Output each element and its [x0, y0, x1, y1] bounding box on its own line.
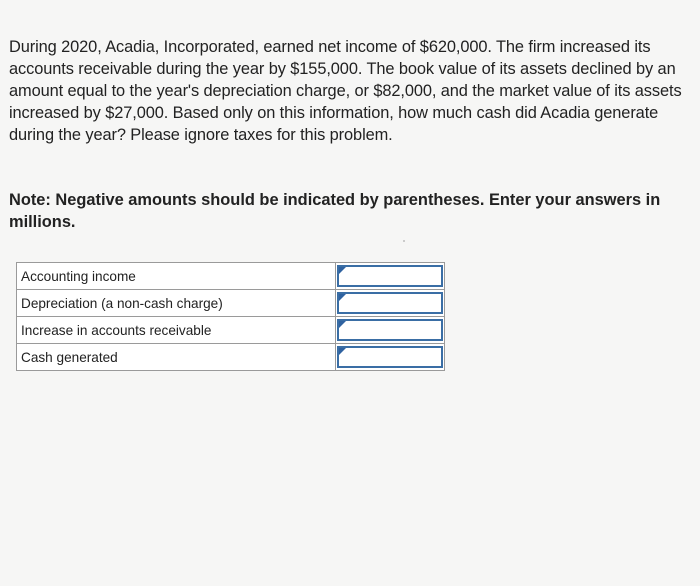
- note-text: Note: Negative amounts should be indicated by parentheses. Enter your answers in millions.: [9, 191, 661, 231]
- table-row: [17, 344, 445, 371]
- row-label-depreciation: Depreciation (a non-cash charge): [17, 290, 336, 317]
- input-marker-icon: [339, 267, 346, 274]
- depreciation-input[interactable]: [337, 292, 443, 314]
- cash-generated-input[interactable]: [337, 346, 443, 368]
- answer-cell: [336, 317, 445, 344]
- answer-cell: [336, 290, 445, 317]
- table-row: [17, 317, 445, 344]
- question-text: During 2020, Acadia, Incorporated, earned net income of $620,000. The firm increased its accounts receivable during the year by $155,000. The book value of its assets declined by an amount equal to the year's depreciation charge, or $82,000, and the market value of its assets increased by $27,000. Based only on this information, how much cash did Acadia generate during the year? Please ignore taxes for this problem.: [9, 38, 682, 144]
- row-label-accounting-income: Accounting income: [17, 263, 336, 290]
- input-marker-icon: [339, 294, 346, 301]
- input-marker-icon: [339, 348, 346, 355]
- increase-receivable-input[interactable]: [337, 319, 443, 341]
- table-row: [17, 290, 445, 317]
- answer-table: [16, 262, 445, 371]
- row-label-increase-receivable: Increase in accounts receivable: [17, 317, 336, 344]
- input-marker-icon: [339, 321, 346, 328]
- accounting-income-input[interactable]: [337, 265, 443, 287]
- answer-cell: [336, 344, 445, 371]
- stray-dot: [403, 240, 405, 242]
- table-row: [17, 263, 445, 290]
- answer-cell: [336, 263, 445, 290]
- row-label-cash-generated: Cash generated: [17, 344, 336, 371]
